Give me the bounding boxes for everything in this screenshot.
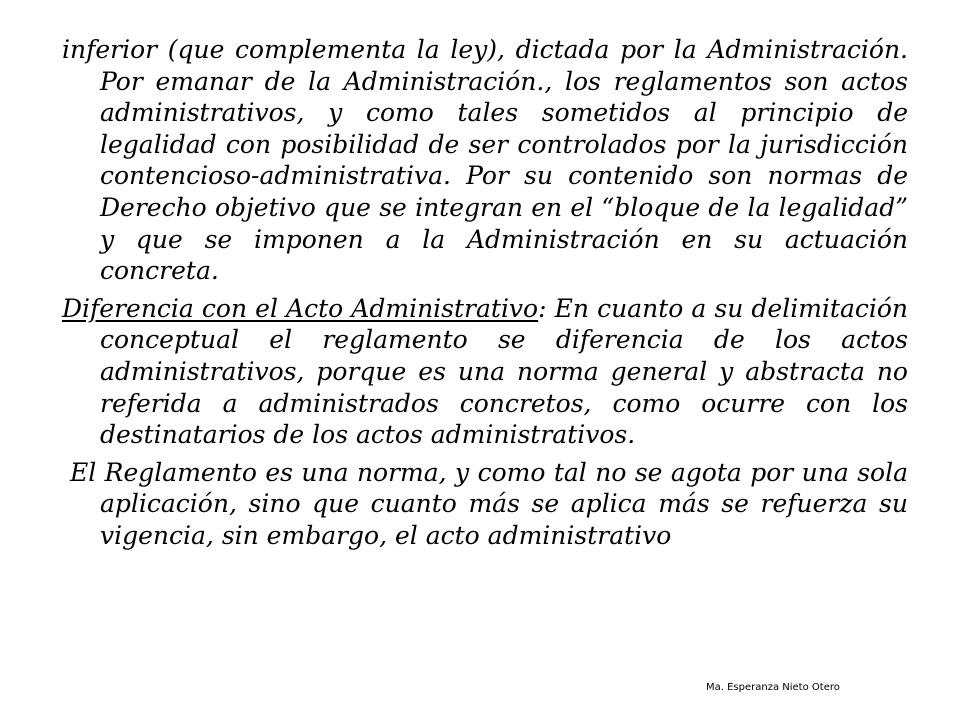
paragraph-reglamento-definition: inferior (que complementa la ley), dictada por la Administración. Por emanar de la Administración., los reglamentos son actos administrativos, y como tales sometidos al principio de legalidad con posibilidad de ser controlados por la jurisdicción contencioso-administrativa. Por su contenido son normas de Derecho objetivo que se integran en el “bloque de la legalidad” y que se imponen a la Administración en su actuación concreta.	[62, 35, 908, 286]
heading-separator: :	[538, 293, 547, 323]
paragraph-reglamento-norma: El Reglamento es una norma, y como tal no se agota por una sola aplicación, sino que cuanto más se aplica más se refuerza su vigencia, sin embargo, el acto administrativo	[70, 457, 908, 550]
paragraph-difference-with-administrative-act	[62, 293, 908, 451]
footer-author: Ma. Esperanza Nieto Otero	[706, 682, 840, 693]
section-heading-diferencia: Diferencia con el Acto Administrativo	[62, 293, 539, 323]
paragraph-2-body: En cuanto a su delimitación conceptual el reglamento se diferencia de los actos administrativos, porque es una norma general y abstracta no referida a administrados concretos, como ocurre con los destinatarios de los actos administrativos.	[100, 293, 908, 450]
slide-body	[62, 34, 908, 552]
